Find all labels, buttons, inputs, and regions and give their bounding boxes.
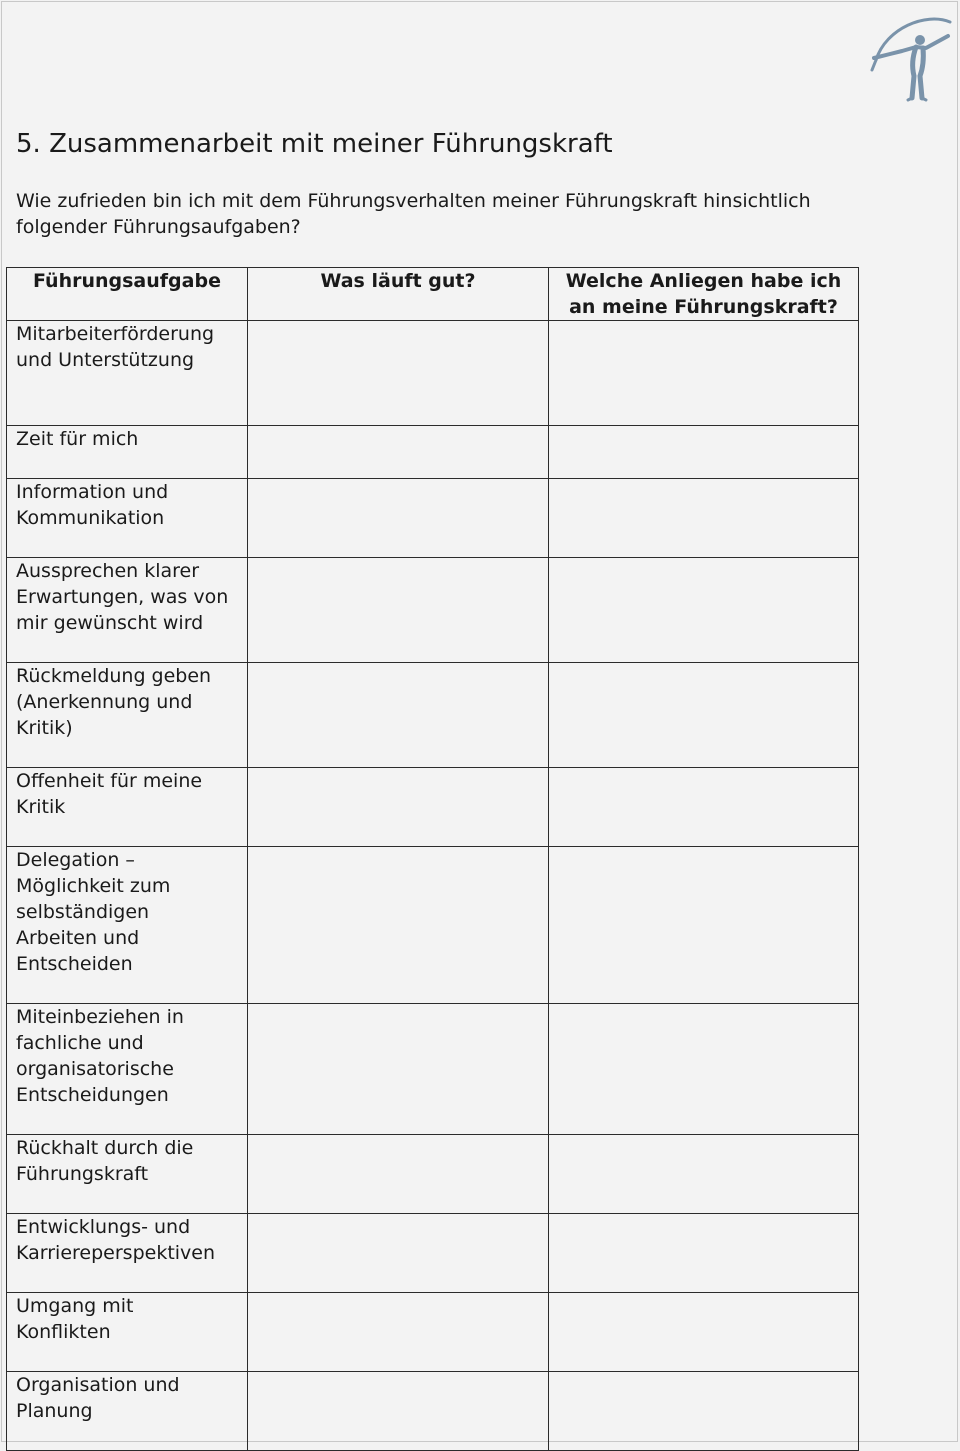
task-cell xyxy=(7,1293,248,1372)
task-label: Entwicklungs- und Karriereperspektiven xyxy=(16,1216,216,1264)
table-header-row xyxy=(7,268,859,321)
document-page xyxy=(1,1,958,1442)
task-label: Offenheit für meine Kritik xyxy=(16,770,203,818)
page-title: 5. Zusammenarbeit mit meiner Führungskraft xyxy=(16,129,613,159)
header-task: Führungsaufgabe xyxy=(7,268,248,321)
concerns-cell[interactable] xyxy=(549,1214,859,1293)
good-cell[interactable] xyxy=(248,1293,549,1372)
good-cell[interactable] xyxy=(248,479,549,558)
concerns-cell[interactable] xyxy=(549,663,859,768)
table-row xyxy=(7,1372,859,1451)
task-cell xyxy=(7,558,248,663)
task-label: Miteinbeziehen in fachliche und organisatorische Entscheidungen xyxy=(16,1006,184,1106)
task-cell xyxy=(7,768,248,847)
concerns-cell[interactable] xyxy=(549,479,859,558)
task-cell xyxy=(7,847,248,1004)
good-cell[interactable] xyxy=(248,663,549,768)
table-row xyxy=(7,1135,859,1214)
task-label: Zeit für mich xyxy=(16,428,139,450)
table-row xyxy=(7,426,859,479)
table-row xyxy=(7,1004,859,1135)
task-cell xyxy=(7,1004,248,1135)
concerns-cell[interactable] xyxy=(549,426,859,479)
task-label: Delegation – Möglichkeit zum selbständigen Arbeiten und Entscheiden xyxy=(16,849,171,975)
concerns-cell[interactable] xyxy=(549,321,859,426)
concerns-cell[interactable] xyxy=(549,1293,859,1372)
intro-question: Wie zufrieden bin ich mit dem Führungsverhalten meiner Führungskraft hinsichtlich folgender Führungsaufgaben? xyxy=(16,190,811,238)
figure-with-arc-logo-icon xyxy=(868,10,954,104)
good-cell[interactable] xyxy=(248,768,549,847)
task-cell xyxy=(7,663,248,768)
good-cell[interactable] xyxy=(248,321,549,426)
header-concerns: Welche Anliegen habe ich an meine Führungskraft? xyxy=(549,268,859,321)
header-good: Was läuft gut? xyxy=(248,268,549,321)
concerns-cell[interactable] xyxy=(549,847,859,1004)
good-cell[interactable] xyxy=(248,558,549,663)
task-cell xyxy=(7,426,248,479)
table-row xyxy=(7,321,859,426)
table-row xyxy=(7,479,859,558)
good-cell[interactable] xyxy=(248,1135,549,1214)
table-row xyxy=(7,1214,859,1293)
concerns-cell[interactable] xyxy=(549,558,859,663)
table-row xyxy=(7,663,859,768)
good-cell[interactable] xyxy=(248,1004,549,1135)
task-cell xyxy=(7,479,248,558)
task-label: Umgang mit Konflikten xyxy=(16,1295,134,1343)
task-label: Rückhalt durch die Führungskraft xyxy=(16,1137,194,1185)
leadership-tasks-table xyxy=(6,267,859,1451)
good-cell[interactable] xyxy=(248,426,549,479)
concerns-cell[interactable] xyxy=(549,768,859,847)
good-cell[interactable] xyxy=(248,1372,549,1451)
table-row xyxy=(7,1293,859,1372)
concerns-cell[interactable] xyxy=(549,1135,859,1214)
concerns-cell[interactable] xyxy=(549,1372,859,1451)
task-label: Mitarbeiterförderung und Unterstützung xyxy=(16,323,215,371)
good-cell[interactable] xyxy=(248,1214,549,1293)
task-cell xyxy=(7,1372,248,1451)
good-cell[interactable] xyxy=(248,847,549,1004)
table-row xyxy=(7,558,859,663)
task-label: Organisation und Planung xyxy=(16,1374,180,1422)
table-row xyxy=(7,847,859,1004)
task-label: Information und Kommunikation xyxy=(16,481,169,529)
task-label: Aussprechen klarer Erwartungen, was von mir gewünscht wird xyxy=(16,560,229,634)
task-cell xyxy=(7,1135,248,1214)
task-cell xyxy=(7,1214,248,1293)
concerns-cell[interactable] xyxy=(549,1004,859,1135)
task-cell xyxy=(7,321,248,426)
table-row xyxy=(7,768,859,847)
task-label: Rückmeldung geben (Anerkennung und Kritik) xyxy=(16,665,212,739)
